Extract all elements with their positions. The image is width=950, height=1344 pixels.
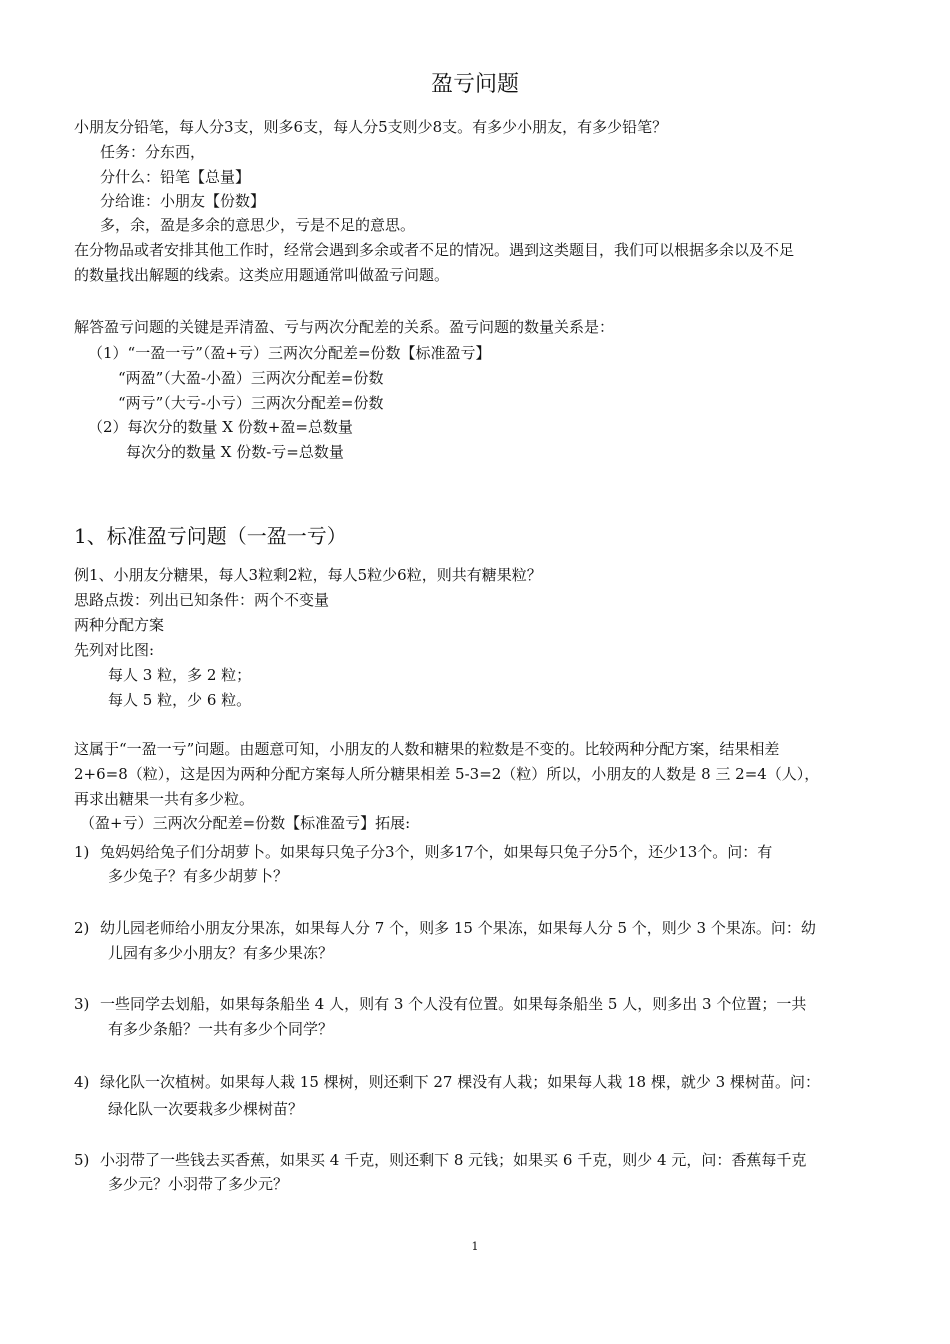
extension-label: （盈+亏）三两次分配差=份数【标准盈亏】拓展:: [80, 814, 411, 832]
case-2: 每人 5 粒，少 6 粒。: [108, 691, 252, 709]
section-heading: 1、标准盈亏问题（一盈一亏）: [74, 524, 347, 548]
compare-label: 先列对比图:: [74, 641, 155, 659]
problem-line: 一些同学去划船，如果每条船坐 4 人，则有 3 个人没有位置。如果每条船坐 5 人，则多出 3 个位置；一共: [100, 995, 807, 1013]
intro-what: 分什么：铅笔【总量】: [100, 168, 251, 186]
problem-line: 有多少条船？一共有多少个同学？: [108, 1020, 334, 1038]
problem-line: 兔妈妈给兔子们分胡萝卜。如果每只兔子分3个，则多17个，如果每只兔子分5个，还少13个。问：有: [100, 843, 773, 861]
problem-line: 多少元？小羽带了多少元？: [108, 1175, 289, 1193]
intro-task: 任务：分东西，: [100, 143, 206, 161]
problem-number: 5): [74, 1151, 90, 1169]
page-title: 盈亏问题: [430, 72, 519, 97]
problem-line: 幼儿园老师给小朋友分果冻，如果每人分 7 个，则多 15 个果冻，如果每人分 5 个，则少 3 个果冻。问：幼: [100, 919, 816, 937]
key-rule-3: “两亏”（大亏-小亏）三两次分配差=份数: [118, 394, 384, 412]
problem-number: 2): [74, 919, 90, 937]
problem-line: 儿园有多少小朋友？有多少果冻？: [108, 944, 334, 962]
problem-line: 绿化队一次要栽多少棵树苗？: [108, 1100, 304, 1118]
key-rule-1: （1）“一盈一亏”（盈+亏）三两次分配差=份数【标准盈亏】: [88, 344, 491, 362]
key-intro: 解答盈亏问题的关键是弄清盈、亏与两次分配差的关系。盈亏问题的数量关系是：: [74, 318, 615, 336]
intro-paragraph-line-1: 在分物品或者安排其他工作时，经常会遇到多余或者不足的情况。遇到这类题目，我们可以根据多余以及不足: [74, 241, 795, 259]
problem-number: 3): [74, 995, 90, 1013]
problem-line: 小羽带了一些钱去买香蕉，如果买 4 千克，则还剩下 8 元钱；如果买 6 千克，则少 4 元，问：香蕉每千克: [100, 1151, 807, 1169]
intro-problem: 小朋友分铅笔，每人分3支，则多6支，每人分5支则少8支。有多少小朋友，有多少铅笔？: [74, 118, 668, 136]
intro-paragraph-line-2: 的数量找出解题的线索。这类应用题通常叫做盈亏问题。: [74, 266, 450, 284]
page-number: 1: [471, 1240, 479, 1253]
explanation-line-2: 2+6=8（粒），这是因为两种分配方案每人所分糖果相差 5-3=2（粒）所以，小朋友的人数是 8 三 2=4（人），: [74, 765, 820, 783]
problem-number: 4): [74, 1073, 90, 1091]
problem-line: 多少兔子？有多少胡萝卜？: [108, 867, 289, 885]
key-rule-4: （2）每次分的数量 X 份数+盈=总数量: [88, 418, 353, 436]
problem-line: 绿化队一次植树。如果每人栽 15 棵树，则还剩下 27 棵没有人栽；如果每人栽 18 棵，就少 3 棵树苗。问：: [100, 1073, 820, 1091]
explanation-line-3: 再求出糖果一共有多少粒。: [74, 790, 255, 808]
intro-meaning: 多，余，盈是多余的意思少，亏是不足的意思。: [100, 216, 416, 234]
problem-number: 1): [74, 843, 90, 861]
intro-whom: 分给谁：小朋友【份数】: [100, 192, 266, 210]
hint: 思路点拨：列出已知条件：两个不变量: [74, 591, 330, 609]
key-rule-2: “两盈”（大盈-小盈）三两次分配差=份数: [118, 369, 384, 387]
case-1: 每人 3 粒，多 2 粒；: [108, 666, 252, 684]
example-1: 例1、小朋友分糖果，每人3粒剩2粒，每人5粒少6粒，则共有糖果粒？: [74, 566, 542, 584]
plans-label: 两种分配方案: [74, 616, 165, 634]
explanation-line-1: 这属于“一盈一亏”问题。由题意可知，小朋友的人数和糖果的粒数是不变的。比较两种分配方案，结果相差: [74, 740, 780, 758]
key-rule-5: 每次分的数量 X 份数-亏=总数量: [126, 443, 344, 461]
